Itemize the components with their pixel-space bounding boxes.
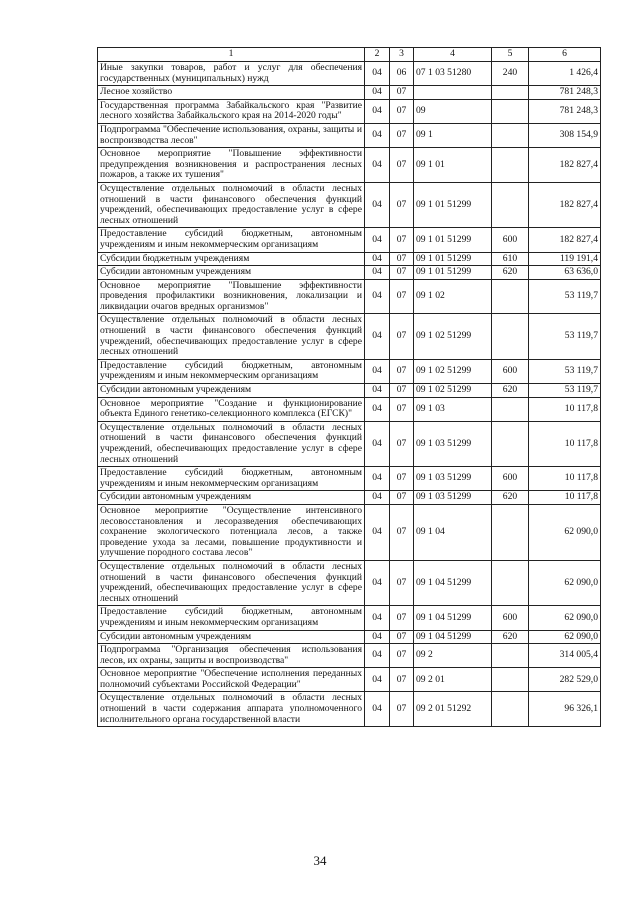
section-code-cell: 04	[365, 560, 390, 605]
expense-type-cell: 620	[492, 630, 529, 644]
subsection-code-cell: 07	[390, 314, 414, 359]
expense-type-cell	[492, 692, 529, 727]
row-name-cell: Предоставление субсидий бюджетным, автономным учреждениям и иным некоммерческим организациям	[98, 359, 365, 383]
target-article-cell: 09 1	[414, 123, 492, 147]
table-row	[98, 314, 601, 359]
row-name-cell: Осуществление отдельных полномочий в области лесных отношений в части финансового обеспечения функций учреждений, обеспечивающих предоставление услуг в сфере лесных отношений	[98, 560, 365, 605]
row-name-cell: Предоставление субсидий бюджетным, автономным учреждениям и иным некоммерческим организациям	[98, 467, 365, 491]
amount-cell: 10 117,8	[529, 467, 601, 491]
row-name-cell: Основное мероприятие "Повышение эффективности проведения профилактики возникновения, локализации и ликвидации очагов вредных организмов"	[98, 279, 365, 314]
table-row	[98, 123, 601, 147]
target-article-cell: 09	[414, 99, 492, 123]
target-article-cell: 09 1 01 51299	[414, 266, 492, 280]
table-row	[98, 606, 601, 630]
expense-type-cell	[492, 99, 529, 123]
section-code-cell: 04	[365, 630, 390, 644]
target-article-cell: 09 1 03	[414, 397, 492, 421]
header-cell: 5	[492, 48, 529, 62]
target-article-cell: 07 1 03 51280	[414, 62, 492, 86]
row-name-cell: Осуществление отдельных полномочий в области лесных отношений в части финансового обеспечения функций учреждений, обеспечивающих предоставление услуг в сфере лесных отношений	[98, 314, 365, 359]
section-code-cell: 04	[365, 467, 390, 491]
target-article-cell: 09 1 01 51299	[414, 182, 492, 227]
table-row	[98, 504, 601, 560]
table-row	[98, 630, 601, 644]
amount-cell: 119 191,4	[529, 252, 601, 266]
subsection-code-cell: 07	[390, 228, 414, 252]
section-code-cell: 04	[365, 86, 390, 100]
table-row	[98, 668, 601, 692]
subsection-code-cell: 07	[390, 421, 414, 466]
amount-cell: 96 326,1	[529, 692, 601, 727]
section-code-cell: 04	[365, 644, 390, 668]
target-article-cell: 09 1 04	[414, 504, 492, 560]
amount-cell: 781 248,3	[529, 99, 601, 123]
amount-cell: 62 090,0	[529, 630, 601, 644]
section-code-cell: 04	[365, 182, 390, 227]
section-code-cell: 04	[365, 606, 390, 630]
expense-type-cell: 620	[492, 491, 529, 505]
row-name-cell: Субсидии автономным учреждениям	[98, 266, 365, 280]
row-name-cell: Субсидии автономным учреждениям	[98, 630, 365, 644]
subsection-code-cell: 07	[390, 692, 414, 727]
section-code-cell: 04	[365, 148, 390, 183]
row-name-cell: Предоставление субсидий бюджетным, автономным учреждениям и иным некоммерческим организациям	[98, 228, 365, 252]
table-row	[98, 491, 601, 505]
subsection-code-cell: 07	[390, 560, 414, 605]
header-cell: 3	[390, 48, 414, 62]
subsection-code-cell: 07	[390, 123, 414, 147]
table-row	[98, 421, 601, 466]
subsection-code-cell: 07	[390, 504, 414, 560]
amount-cell: 781 248,3	[529, 86, 601, 100]
target-article-cell	[414, 86, 492, 100]
expense-type-cell: 620	[492, 266, 529, 280]
expense-type-cell	[492, 421, 529, 466]
subsection-code-cell: 07	[390, 668, 414, 692]
section-code-cell: 04	[365, 123, 390, 147]
section-code-cell: 04	[365, 279, 390, 314]
expense-type-cell	[492, 279, 529, 314]
expense-type-cell	[492, 123, 529, 147]
expense-type-cell	[492, 182, 529, 227]
table-row	[98, 692, 601, 727]
amount-cell: 62 090,0	[529, 560, 601, 605]
expense-type-cell	[492, 86, 529, 100]
subsection-code-cell: 07	[390, 359, 414, 383]
amount-cell: 314 005,4	[529, 644, 601, 668]
target-article-cell: 09 1 01 51299	[414, 228, 492, 252]
header-cell: 4	[414, 48, 492, 62]
section-code-cell: 04	[365, 384, 390, 398]
target-article-cell: 09 1 03 51299	[414, 421, 492, 466]
row-name-cell: Основное мероприятие "Создание и функционирование объекта Единого генетико-селекционного комплекса (ЕГСК)"	[98, 397, 365, 421]
table-row	[98, 397, 601, 421]
amount-cell: 62 090,0	[529, 606, 601, 630]
table-row	[98, 359, 601, 383]
row-name-cell: Осуществление отдельных полномочий в области лесных отношений в части финансового обеспечения функций учреждений, обеспечивающих предоставление услуг в сфере лесных отношений	[98, 182, 365, 227]
subsection-code-cell: 07	[390, 397, 414, 421]
expense-type-cell: 240	[492, 62, 529, 86]
table-row	[98, 252, 601, 266]
expense-type-cell	[492, 668, 529, 692]
target-article-cell: 09 1 02 51299	[414, 359, 492, 383]
table-header-row	[98, 48, 601, 62]
row-name-cell: Подпрограмма "Организация обеспечения использования лесов, их охраны, защиты и воспроизводства"	[98, 644, 365, 668]
amount-cell: 53 119,7	[529, 279, 601, 314]
table-row	[98, 266, 601, 280]
target-article-cell: 09 1 01 51299	[414, 252, 492, 266]
header-cell: 6	[529, 48, 601, 62]
row-name-cell: Основное мероприятие "Повышение эффективности предупреждения возникновения и распространения лесных пожаров, а также их тушения"	[98, 148, 365, 183]
target-article-cell: 09 1 03 51299	[414, 467, 492, 491]
section-code-cell: 04	[365, 397, 390, 421]
expense-type-cell: 610	[492, 252, 529, 266]
section-code-cell: 04	[365, 314, 390, 359]
section-code-cell: 04	[365, 266, 390, 280]
table-row	[98, 644, 601, 668]
section-code-cell: 04	[365, 692, 390, 727]
target-article-cell: 09 1 04 51299	[414, 606, 492, 630]
target-article-cell: 09 2 01	[414, 668, 492, 692]
amount-cell: 53 119,7	[529, 384, 601, 398]
target-article-cell: 09 1 02 51299	[414, 384, 492, 398]
row-name-cell: Государственная программа Забайкальского края "Развитие лесного хозяйства Забайкальского края на 2014-2020 годы"	[98, 99, 365, 123]
row-name-cell: Иные закупки товаров, работ и услуг для обеспечения государственных (муниципальных) нужд	[98, 62, 365, 86]
table-row	[98, 279, 601, 314]
expense-type-cell: 600	[492, 467, 529, 491]
table-row	[98, 62, 601, 86]
amount-cell: 10 117,8	[529, 491, 601, 505]
target-article-cell: 09 1 01	[414, 148, 492, 183]
amount-cell: 63 636,0	[529, 266, 601, 280]
expense-type-cell: 600	[492, 359, 529, 383]
row-name-cell: Субсидии автономным учреждениям	[98, 491, 365, 505]
section-code-cell: 04	[365, 62, 390, 86]
subsection-code-cell: 07	[390, 252, 414, 266]
expense-type-cell	[492, 314, 529, 359]
row-name-cell: Предоставление субсидий бюджетным, автономным учреждениям и иным некоммерческим организациям	[98, 606, 365, 630]
section-code-cell: 04	[365, 668, 390, 692]
amount-cell: 53 119,7	[529, 314, 601, 359]
expense-type-cell: 600	[492, 606, 529, 630]
row-name-cell: Подпрограмма "Обеспечение использования, охраны, защиты и воспроизводства лесов"	[98, 123, 365, 147]
target-article-cell: 09 1 03 51299	[414, 491, 492, 505]
section-code-cell: 04	[365, 421, 390, 466]
amount-cell: 10 117,8	[529, 421, 601, 466]
subsection-code-cell: 07	[390, 491, 414, 505]
table-row	[98, 384, 601, 398]
table-row	[98, 560, 601, 605]
subsection-code-cell: 07	[390, 630, 414, 644]
table-row	[98, 99, 601, 123]
header-cell: 1	[98, 48, 365, 62]
table-row	[98, 86, 601, 100]
amount-cell: 53 119,7	[529, 359, 601, 383]
subsection-code-cell: 07	[390, 384, 414, 398]
expense-type-cell	[492, 504, 529, 560]
header-cell: 2	[365, 48, 390, 62]
amount-cell: 308 154,9	[529, 123, 601, 147]
section-code-cell: 04	[365, 504, 390, 560]
amount-cell: 182 827,4	[529, 228, 601, 252]
section-code-cell: 04	[365, 491, 390, 505]
amount-cell: 10 117,8	[529, 397, 601, 421]
section-code-cell: 04	[365, 359, 390, 383]
row-name-cell: Осуществление отдельных полномочий в области лесных отношений в части финансового обеспечения функций учреждений, обеспечивающих предоставление услуг в сфере лесных отношений	[98, 421, 365, 466]
table-row	[98, 467, 601, 491]
target-article-cell: 09 1 04 51299	[414, 560, 492, 605]
target-article-cell: 09 1 02	[414, 279, 492, 314]
section-code-cell: 04	[365, 99, 390, 123]
expense-type-cell	[492, 397, 529, 421]
subsection-code-cell: 07	[390, 148, 414, 183]
amount-cell: 282 529,0	[529, 668, 601, 692]
amount-cell: 1 426,4	[529, 62, 601, 86]
table-row	[98, 182, 601, 227]
subsection-code-cell: 07	[390, 266, 414, 280]
row-name-cell: Субсидии автономным учреждениям	[98, 384, 365, 398]
subsection-code-cell: 07	[390, 279, 414, 314]
expense-type-cell	[492, 148, 529, 183]
subsection-code-cell: 07	[390, 86, 414, 100]
subsection-code-cell: 07	[390, 99, 414, 123]
subsection-code-cell: 07	[390, 606, 414, 630]
row-name-cell: Субсидии бюджетным учреждениям	[98, 252, 365, 266]
page-number: 34	[313, 853, 327, 868]
target-article-cell: 09 1 04 51299	[414, 630, 492, 644]
section-code-cell: 04	[365, 228, 390, 252]
row-name-cell: Лесное хозяйство	[98, 86, 365, 100]
expense-type-cell: 620	[492, 384, 529, 398]
target-article-cell: 09 2 01 51292	[414, 692, 492, 727]
expense-type-cell	[492, 560, 529, 605]
target-article-cell: 09 2	[414, 644, 492, 668]
subsection-code-cell: 07	[390, 182, 414, 227]
row-name-cell: Осуществление отдельных полномочий в области лесных отношений в части содержания аппарата уполномоченного исполнительного органа государственной власти	[98, 692, 365, 727]
target-article-cell: 09 1 02 51299	[414, 314, 492, 359]
table-row	[98, 228, 601, 252]
amount-cell: 182 827,4	[529, 148, 601, 183]
subsection-code-cell: 06	[390, 62, 414, 86]
expense-type-cell	[492, 644, 529, 668]
row-name-cell: Основное мероприятие "Обеспечение исполнения переданных полномочий субъектами Российской Федерации"	[98, 668, 365, 692]
amount-cell: 62 090,0	[529, 504, 601, 560]
subsection-code-cell: 07	[390, 467, 414, 491]
amount-cell: 182 827,4	[529, 182, 601, 227]
budget-table	[97, 47, 601, 727]
expense-type-cell: 600	[492, 228, 529, 252]
row-name-cell: Основное мероприятие "Осуществление интенсивного лесовосстановления и лесоразведения обеспечивающих сохранение экологического потенциала лесов, а также проведение ухода за лесами, повышение продуктивности и улучшение породного состава лесов"	[98, 504, 365, 560]
table-row	[98, 148, 601, 183]
subsection-code-cell: 07	[390, 644, 414, 668]
section-code-cell: 04	[365, 252, 390, 266]
